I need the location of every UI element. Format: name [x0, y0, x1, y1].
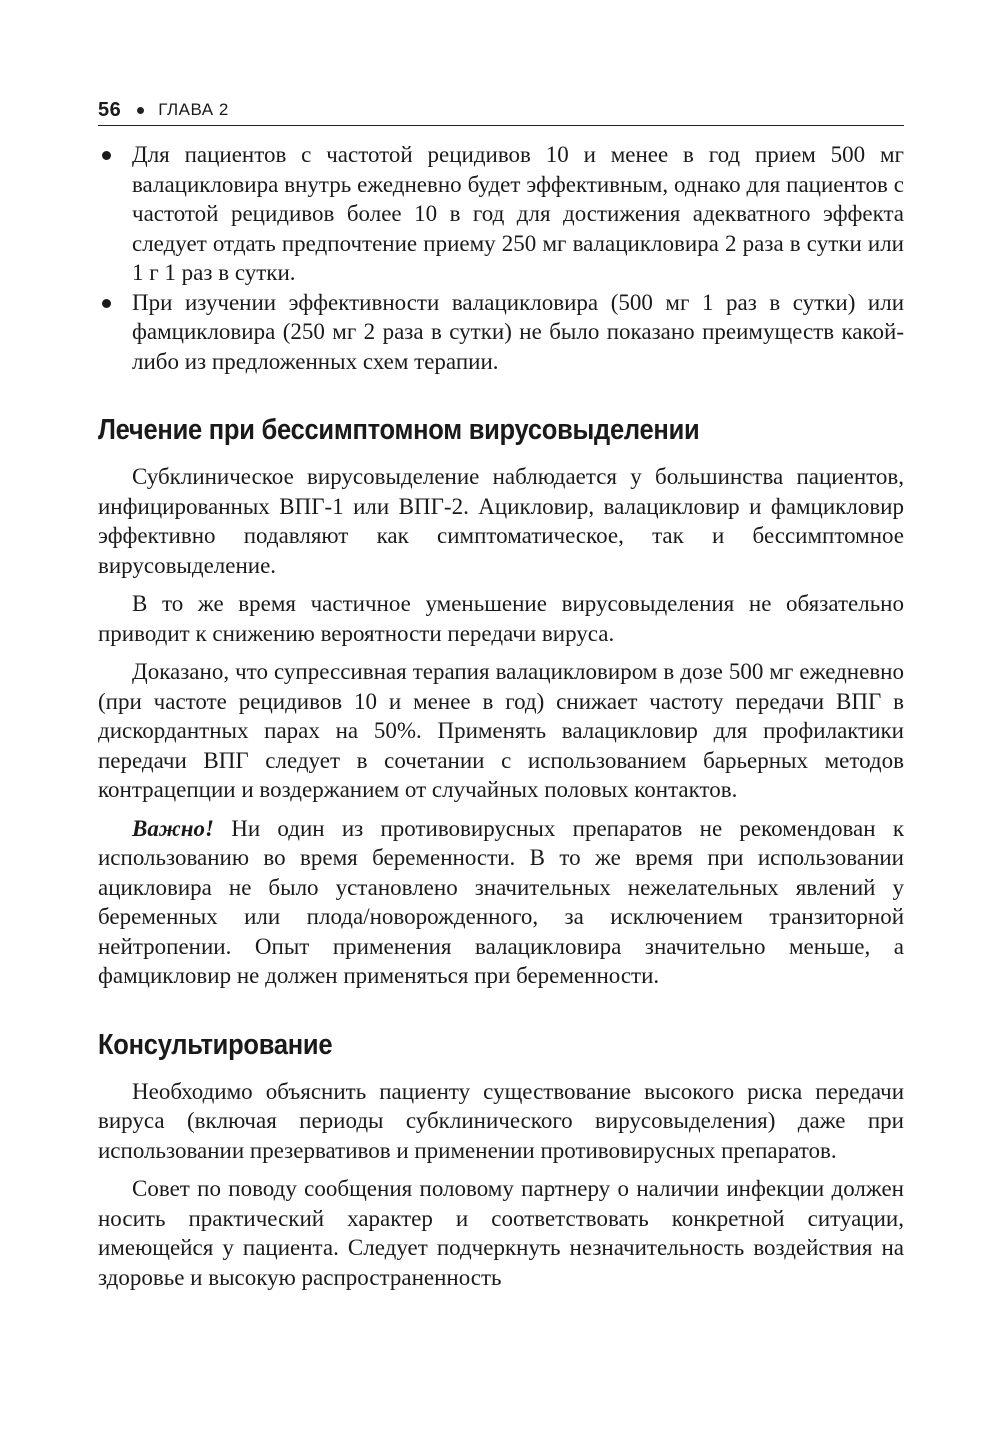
list-item: [98, 288, 904, 377]
paragraph: Субклиническое вирусовыделение наблюдается у большинства пациентов, инфицированных ВПГ-1 или ВПГ-2. Ацикловир, валацикловир и фамцикловир эффективно подавляют как симптоматическое, так и бессимптомное вирусовыделение.: [98, 464, 904, 578]
list-item-text: При изучении эффективности валацикловира (500 мг 1 раз в сутки) или фамцикловира (250 мг 2 раза в сутки) не было показано преимуществ какой-либо из предложенных схем терапии.: [132, 289, 904, 374]
paragraph: В то же время частичное уменьшение вирусовыделения не обязательно приводит к снижению вероятности передачи вируса.: [98, 591, 904, 646]
chapter-label: ГЛАВА 2: [158, 100, 229, 119]
running-head: [98, 95, 904, 126]
page-number: 56: [98, 99, 122, 121]
important-paragraph: [98, 814, 904, 991]
paragraph: Доказано, что супрессивная терапия валацикловиром в дозе 500 мг ежедневно (при частоте рецидивов 10 и менее в год) снижает частоту передачи ВПГ в дискордантных парах на 50%. Применять валацикловир для профилактики передачи ВПГ следует в сочетании с использованием барьерных методов контрацепции и воздержанием от случайных половых контактов.: [98, 659, 904, 802]
bullet-icon: [102, 299, 111, 308]
paragraph: Совет по поводу сообщения половому партнеру о наличии инфекции должен носить практический характер и соответствовать конкретной ситуации, имеющейся у пациента. Следует подчеркнуть незначительность воздействия на здоровье и высокую распространенность: [98, 1176, 904, 1290]
section-heading-asymptomatic: Лечение при бессимптомном вирусовыделении: [98, 414, 700, 446]
paragraph: Необходимо объяснить пациенту существование высокого риска передачи вируса (включая периоды субклинического вирусовыделения) даже при использовании презервативов и применении противовирусных препаратов.: [98, 1078, 904, 1163]
bullet-separator-icon: [137, 107, 144, 114]
bullet-list: [98, 140, 904, 376]
important-label: Важно!: [132, 815, 214, 841]
section-heading-counseling: Консультирование: [98, 1028, 333, 1061]
body-text: [98, 140, 904, 1292]
bullet-icon: [102, 151, 111, 160]
book-page: [98, 95, 904, 1301]
list-item-text: Для пациентов с частотой рецидивов 10 и менее в год прием 500 мг валацикловира внутрь ежедневно будет эффективным, однако для пациентов с частотой рецидивов более 10 в год для достижения адекватного эффекта следует отдать предпочтение приему 250 мг валацикловира 2 раза в сутки или 1 г 1 раз в сутки.: [132, 142, 904, 285]
list-item: [98, 140, 904, 288]
important-text: Ни один из противовирусных препаратов не рекомендован к использованию во время беременности. В то же время при использовании ацикловира не было установлено значительных нежелательных явлений у беременных или плода/новорожденного, за исключением транзиторной нейтропении. Опыт применения валацикловира значительно меньше, а фамцикловир не должен применяться при беременности.: [98, 815, 904, 988]
